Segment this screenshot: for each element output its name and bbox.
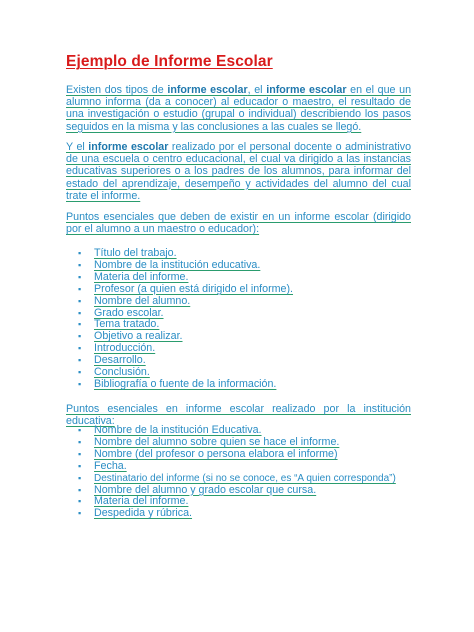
list-item: [78, 461, 396, 473]
bullet-icon: ▪: [78, 248, 82, 258]
list-item-text: Nombre del alumno sobre quien se hace el informe.: [94, 435, 340, 448]
para1-text-2: , el: [247, 84, 267, 96]
bullet-icon: ▪: [78, 355, 82, 366]
bullet-icon: ▪: [78, 343, 82, 354]
list-item-text: Desarrollo.: [94, 354, 146, 367]
student-report-heading: [66, 211, 411, 235]
list-item-text: Despedida y rúbrica.: [94, 507, 193, 520]
list-item-text: Fecha.: [94, 459, 127, 472]
list-item: [78, 508, 396, 520]
para1-bold-1: informe escolar: [167, 84, 248, 96]
bullet-icon: ▪: [78, 436, 82, 447]
bullet-icon: ▪: [78, 259, 82, 270]
bullet-icon: ▪: [78, 448, 82, 459]
document-title: Ejemplo de Informe Escolar: [66, 53, 273, 70]
para1-text-3: en el que un alumno informa (da a conocer) al educador o maestro, el resultado de una investigación o estudio (grupal o individual) describiendo los pasos seguidos en la misma y las conclusiones a las cuales se llegó.: [66, 84, 412, 133]
bullet-icon: ▪: [78, 425, 82, 435]
bullet-icon: ▪: [78, 307, 82, 318]
list-item-text: Conclusión.: [94, 366, 150, 379]
para2-text-2: realizado por el personal docente o administrativo de una escuela o centro educacional, el cual va dirigido a las instancias educativas superiores o a los padres de los alumnos, para informar del estado del aprendizaje, desempeño y actividades del alumno del cual trate el informe.: [66, 141, 412, 202]
list-item-text: Grado escolar.: [94, 306, 164, 319]
bullet-icon: ▪: [78, 283, 82, 294]
bullet-icon: ▪: [78, 460, 82, 471]
bullet-icon: ▪: [78, 331, 82, 342]
bullet-icon: ▪: [78, 496, 82, 507]
intro-paragraph: [66, 84, 411, 133]
list-item-text: Bibliografía o fuente de la información.: [94, 377, 277, 390]
list-item-text: Nombre de la institución educativa.: [94, 258, 261, 271]
para1-text-1: Existen dos tipos de: [66, 84, 168, 96]
list-item-text: Materia del informe.: [94, 495, 189, 508]
bullet-icon: ▪: [78, 508, 82, 519]
para2-bold-1: informe escolar: [88, 141, 169, 153]
list-item: [78, 379, 293, 391]
list-item-text: Destinatario del informe (si no se conoce, es “A quien corresponda”): [94, 472, 396, 484]
student-report-list: [78, 248, 293, 391]
list-item-text: Nombre (del profesor o persona elabora el informe): [94, 447, 338, 460]
list-item-text: Objetivo a realizar.: [94, 330, 183, 343]
bullet-icon: ▪: [78, 367, 82, 378]
bullet-icon: ▪: [78, 319, 82, 330]
bullet-icon: ▪: [78, 378, 82, 389]
list-item-text: Introducción.: [94, 342, 156, 355]
list-item-text: Título del trabajo.: [94, 247, 177, 259]
second-paragraph: [66, 141, 411, 202]
institution-report-list: [78, 425, 396, 520]
bullet-icon: ▪: [78, 295, 82, 306]
bullet-icon: ▪: [78, 484, 82, 495]
para3-text: Puntos esenciales que deben de existir en un informe escolar (dirigido por el alumno a un maestro o educador):: [66, 211, 411, 236]
list-item-text: Nombre de la institución Educativa.: [94, 424, 262, 436]
para1-bold-2: informe escolar: [266, 84, 347, 96]
bullet-icon: ▪: [78, 472, 82, 483]
para4-text: Puntos esenciales en informe escolar realizado por la institución educativa:: [66, 403, 411, 428]
para2-text-1: Y el: [66, 141, 89, 153]
bullet-icon: ▪: [78, 271, 82, 282]
list-item-text: Nombre del alumno y grado escolar que cursa.: [94, 483, 317, 496]
list-item-text: Profesor (a quien está dirigido el informe).: [94, 282, 294, 295]
list-item-text: Tema tratado.: [94, 318, 160, 331]
list-item-text: Nombre del alumno.: [94, 294, 191, 307]
list-item-text: Materia del informe.: [94, 270, 189, 283]
